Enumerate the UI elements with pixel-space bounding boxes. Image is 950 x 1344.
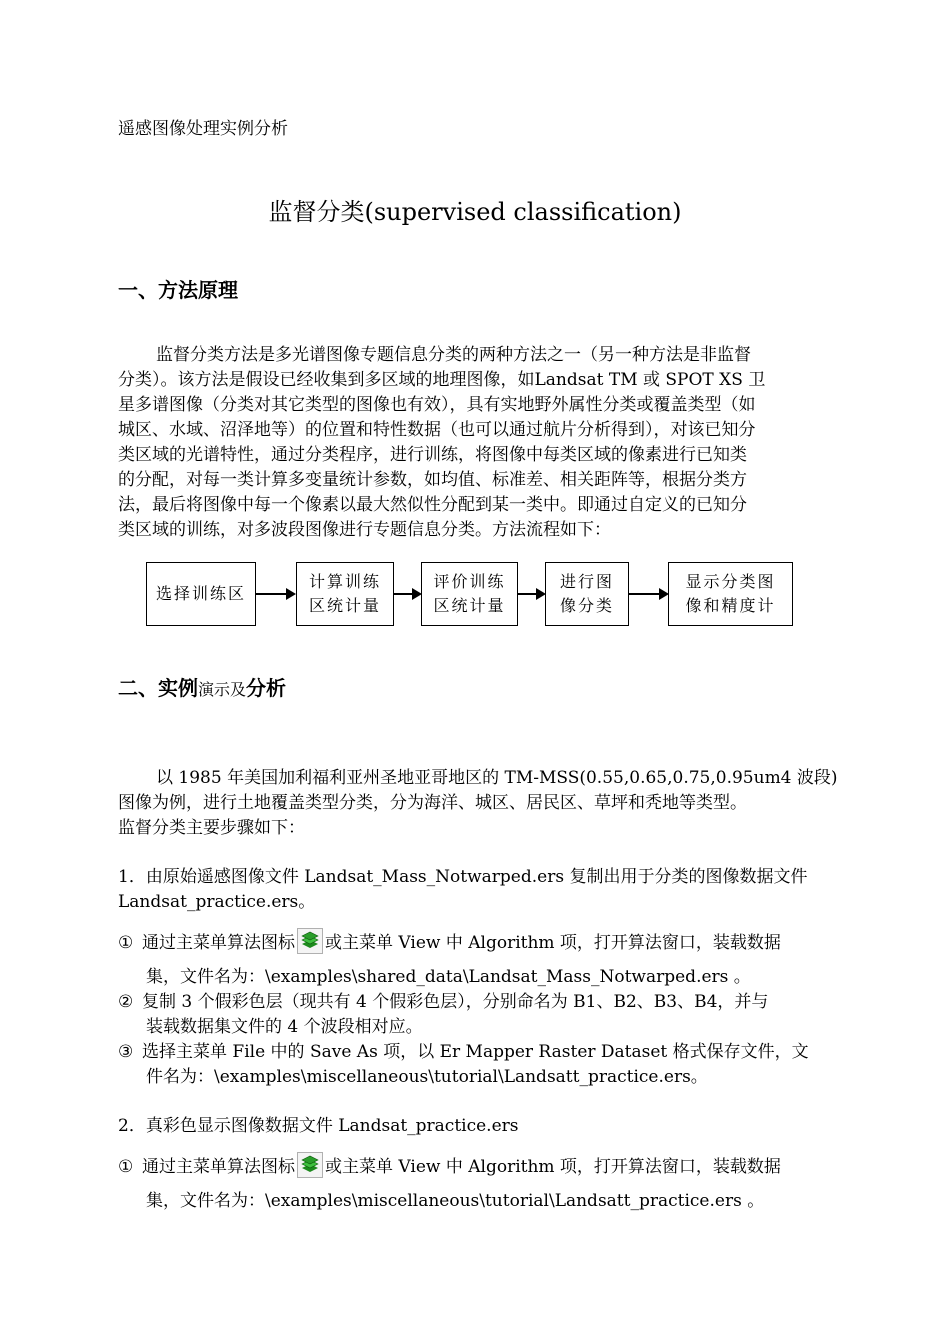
item-text: 或主菜单 View 中 Algorithm 项，打开算法窗口，装载数据 [325,1157,781,1177]
step1-item-3-cont: 件名为：\examples\miscellaneous\tutorial\Landsatt_practice.ers。 [146,1067,708,1087]
item-marker: ① [118,1157,134,1177]
section-heading-principle: 一、方法原理 [118,278,238,302]
example-line: 以 1985 年美国加利福利亚州圣地亚哥地区的 TM-MSS(0.55,0.65,0.75,0.95um4 波段) [156,768,838,788]
step1-item-1 [118,928,781,954]
item-text: 通过主菜单算法图标 [142,1157,295,1177]
principle-line: 类区域的光谱特性，通过分类程序，进行训练，将图像中每类区域的像素进行已知类 [118,445,747,465]
flow-arrow [394,593,420,595]
section-heading-example [118,672,286,701]
principle-line: 星多谱图像（分类对其它类型的图像也有效），具有实地野外属性分类或覆盖类型（如 [118,395,756,415]
flow-arrow [518,593,544,595]
flow-step-evaluate-stats [421,562,518,626]
principle-line: 法，最后将图像中每一个像素以最大然似性分配到某一类中。即通过自定义的已知分 [118,495,747,515]
flow-step-classify [545,562,629,626]
step1-line: 1．由原始遥感图像文件 Landsat_Mass_Notwarped.ers 复制出用于分类的图像数据文件 [118,867,808,887]
flow-step-text: 显示分类图 [685,572,776,591]
step1-item-2 [118,987,768,1012]
algorithm-icon[interactable] [297,1152,323,1178]
item-marker: ③ [118,1042,134,1062]
principle-line: 监督分类方法是多光谱图像专题信息分类的两种方法之一（另一种方法是非监督 [156,345,751,365]
principle-line: 分类）。该方法是假设已经收集到多区域的地理图像，如Landsat TM 或 SPOT XS 卫 [118,370,766,390]
item-text: 或主菜单 View 中 Algorithm 项，打开算法窗口，装载数据 [325,933,781,953]
item-text: 选择主菜单 File 中的 Save As 项，以 Er Mapper Raster Dataset 格式保存文件，文 [142,1042,809,1062]
flow-step-select-training [146,562,256,626]
step1-line: Landsat_practice.ers。 [118,892,316,912]
flow-arrow [256,593,294,595]
step2-item-1-cont: 集，文件名为：\examples\miscellaneous\tutorial\Landsatt_practice.ers 。 [146,1191,765,1211]
principle-line: 城区、水域、沼泽地等）的位置和特性数据（也可以通过航片分析得到），对该已知分 [118,420,756,440]
algorithm-icon[interactable] [297,928,323,954]
page-header: 遥感图像处理实例分析 [118,119,288,139]
example-line: 图像为例，进行土地覆盖类型分类，分为海洋、城区、居民区、草坪和秃地等类型。 [118,793,747,813]
step1-item-2-cont: 装载数据集文件的 4 个波段相对应。 [146,1017,423,1037]
flow-step-text: 选择训练区 [155,584,246,603]
step2-item-1 [118,1152,781,1178]
flow-step-text: 进行图 [559,572,614,591]
flow-step-display-accuracy [668,562,793,626]
heading-part: 分析 [246,676,287,700]
flow-step-text: 区统计量 [308,596,381,615]
flow-step-text: 区统计量 [433,596,506,615]
item-text: 通过主菜单算法图标 [142,933,295,953]
heading-part: 二、实例 [118,676,198,700]
step1-item-3 [118,1037,809,1062]
flow-step-text: 计算训练 [308,572,381,591]
example-line: 监督分类主要步骤如下： [118,818,305,838]
item-text: 复制 3 个假彩色层（现共有 4 个假彩色层），分别命名为 B1、B2、B3、B4，并与 [142,992,769,1012]
document-title: 监督分类(supervised classification) [268,198,682,226]
principle-line: 类区域的训练，对多波段图像进行专题信息分类。方法流程如下： [118,520,611,540]
flow-step-compute-stats [296,562,394,626]
heading-part: 演示及 [198,680,247,699]
item-marker: ① [118,933,134,953]
principle-line: 的分配，对每一类计算多变量统计参数，如均值、标准差、相关距阵等，根据分类方 [118,470,747,490]
step1-item-1-cont: 集，文件名为：\examples\shared_data\Landsat_Mass_Notwarped.ers 。 [146,967,751,987]
flow-arrow [629,593,667,595]
flow-step-text: 像和精度计 [685,596,776,615]
item-marker: ② [118,992,134,1012]
flow-step-text: 像分类 [559,596,614,615]
step2-line: 2．真彩色显示图像数据文件 Landsat_practice.ers [118,1116,519,1136]
flow-step-text: 评价训练 [433,572,506,591]
